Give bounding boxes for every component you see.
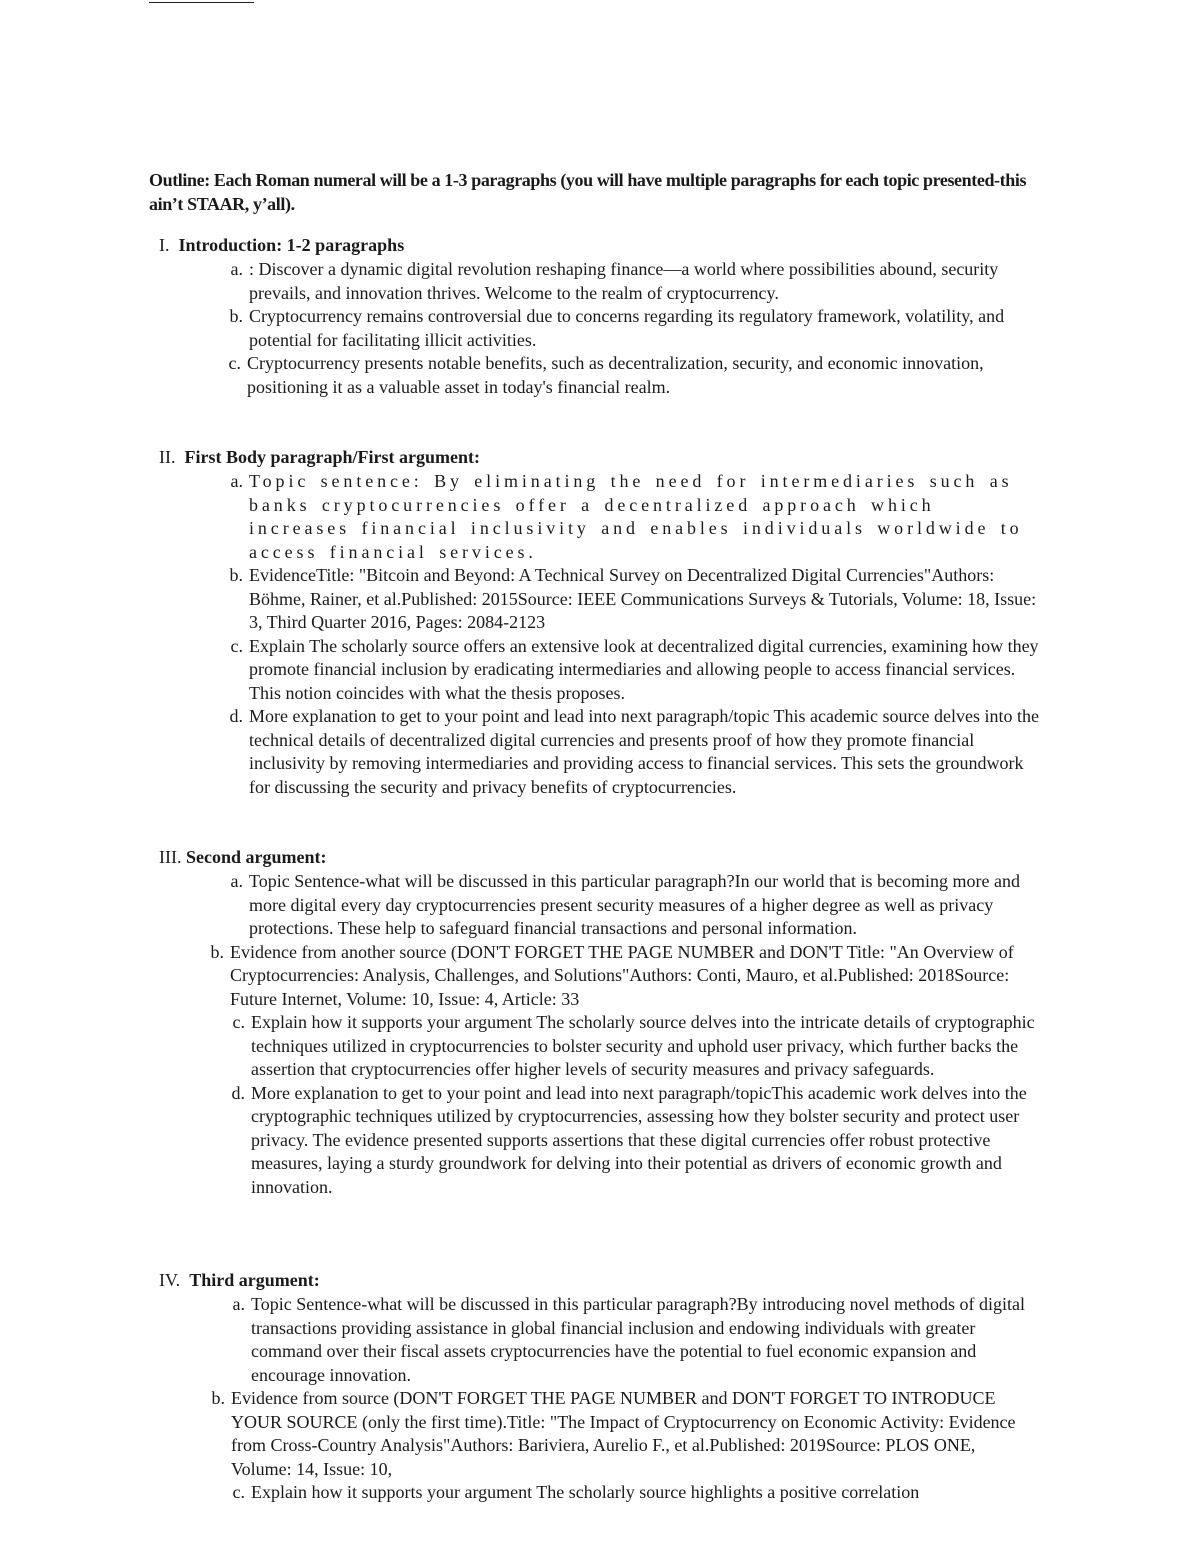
item-label: a. xyxy=(230,871,243,891)
item-label: a. xyxy=(232,1294,245,1314)
item-text: Explain how it supports your argument The scholarly source highlights a positive correlation xyxy=(251,1482,920,1502)
section-3 xyxy=(159,846,1049,1199)
item-label: c. xyxy=(232,1012,245,1032)
section-heading: First Body paragraph/First argument: xyxy=(184,447,480,467)
item-label: b. xyxy=(211,1388,225,1408)
section-4 xyxy=(159,1269,1049,1505)
section-2 xyxy=(159,446,1039,799)
item-label: b. xyxy=(229,565,243,585)
outline-item xyxy=(232,1481,1051,1505)
item-label: a. xyxy=(230,471,243,491)
outline-item xyxy=(230,258,1039,305)
item-label: d. xyxy=(231,1082,245,1103)
item-text: : Discover a dynamic digital revolution reshaping finance—a world where possibilities abound, security prevails, and innovation thrives. Welcome to the realm of cryptocurrency. xyxy=(249,259,999,303)
item-text: Topic Sentence-what will be discussed in this particular paragraph?In our world that is becoming more and more digital every day cryptocurrencies present security measures of a higher degree as well as privacy protections. These help to safeguard financial transactions and personal information. xyxy=(249,871,1021,938)
item-text: Evidence from another source (DON'T FORGET THE PAGE NUMBER and DON'T Title: "An Overview of Cryptocurrencies: Analysis, Challenges, and Solutions"Authors: Conti, Mauro, et al.Published: 2018Source: Future Internet, Volume: 10, Issue: 4, Article: 33 xyxy=(230,941,1014,1009)
item-text: Cryptocurrency remains controversial due to concerns regarding its regulatory framework, volatility, and potential for facilitating illicit activities. xyxy=(249,306,1005,350)
item-label: a. xyxy=(230,259,243,279)
item-label: b. xyxy=(229,306,243,326)
outline-item xyxy=(230,635,1039,706)
outline-item xyxy=(229,305,1039,352)
item-text: Cryptocurrency presents notable benefits, such as decentralization, security, and economic innovation, positioning it as a valuable asset in today's financial realm. xyxy=(247,353,984,397)
outline-item xyxy=(232,1293,1041,1387)
outline-item xyxy=(229,705,1039,799)
item-label: c. xyxy=(228,353,241,373)
item-text: Evidence from source (DON'T FORGET THE PAGE NUMBER and DON'T FORGET TO INTRODUCE YOUR SOURCE (only the first time).Title: "The Impact of Cryptocurrency on Economic Activity: Evidence from Cross-Country Analysis"Authors: Bariviera, Aurelio F., et al.Published: 2019Source: PLOS ONE, Volume: 14, Issue: 10, xyxy=(231,1388,1016,1479)
outline-item xyxy=(230,470,1039,564)
outline-item xyxy=(228,352,1039,399)
section-numeral: III. xyxy=(159,847,182,867)
section-numeral: I. xyxy=(159,235,170,255)
section-1 xyxy=(159,234,1039,399)
item-label: c. xyxy=(230,635,243,656)
item-label: d. xyxy=(229,706,243,726)
section-heading: Second argument: xyxy=(185,847,327,867)
outline-item xyxy=(210,941,1020,1012)
section-heading: Third argument: xyxy=(189,1270,320,1290)
item-label: b. xyxy=(210,941,224,962)
outline-instructions: Outline: Each Roman numeral will be a 1-3 paragraphs (you will have multiple paragraphs for each topic presented-this ain’t STAAR, y’all). xyxy=(149,170,1027,214)
outline-item xyxy=(232,1011,1041,1082)
item-text: Explain The scholarly source offers an extensive look at decentralized digital currencies, examining how they promote financial inclusion by eradicating intermediaries and allowing people to access financial services. This notion coincides with what the thesis proposes. xyxy=(249,635,1039,703)
section-heading: Introduction: 1-2 paragraphs xyxy=(178,235,405,255)
item-text: More explanation to get to your point and lead into next paragraph/topicThis academic work delves into the cryptographic techniques utilized by cryptocurrencies, assessing how they bolster security and protect user privacy. The evidence presented supports assertions that these digital currencies offer robust protective measures, laying a sturdy groundwork for delving into their potential as drivers of economic growth and innovation. xyxy=(251,1082,1027,1197)
item-label: c. xyxy=(232,1482,245,1502)
outline-item xyxy=(230,870,1039,941)
outline-item xyxy=(229,564,1039,635)
section-numeral: IV. xyxy=(159,1270,181,1290)
item-text: Topic Sentence-what will be discussed in this particular paragraph?By introducing novel methods of digital transactions providing assistance in global financial inclusion and endowing individuals with greater command over their fiscal assets cryptocurrencies have the potential to fuel economic expansion and encourage innovation. xyxy=(251,1294,1026,1385)
item-text: Topic sentence: By eliminating the need for intermediaries such as banks cryptocurrencies offer a decentralized approach which increases financial inclusivity and enables individuals worldwide to access financial services. xyxy=(249,471,1023,562)
header-rule xyxy=(149,2,254,3)
section-numeral: II. xyxy=(159,447,176,467)
outline-item xyxy=(211,1387,1026,1481)
item-text: Explain how it supports your argument The scholarly source delves into the intricate details of cryptographic techniques utilized in cryptocurrencies to bolster security and uphold user privacy, which further backs the assertion that cryptocurrencies offer higher levels of security measures and privacy safeguards. xyxy=(251,1012,1035,1079)
outline-item xyxy=(231,1082,1041,1200)
item-text: More explanation to get to your point and lead into next paragraph/topic This academic source delves into the technical details of decentralized digital currencies and presents proof of how they promote financial inclusivity by removing intermediaries and providing access to financial services. This sets the groundwork for discussing the security and privacy benefits of cryptocurrencies. xyxy=(249,706,1039,797)
item-text: EvidenceTitle: "Bitcoin and Beyond: A Technical Survey on Decentralized Digital Currencies"Authors: Böhme, Rainer, et al.Published: 2015Source: IEEE Communications Surveys & Tutorials, Volume: 18, Issue: 3, Third Quarter 2016, Pages: 2084-2123 xyxy=(249,565,1037,632)
